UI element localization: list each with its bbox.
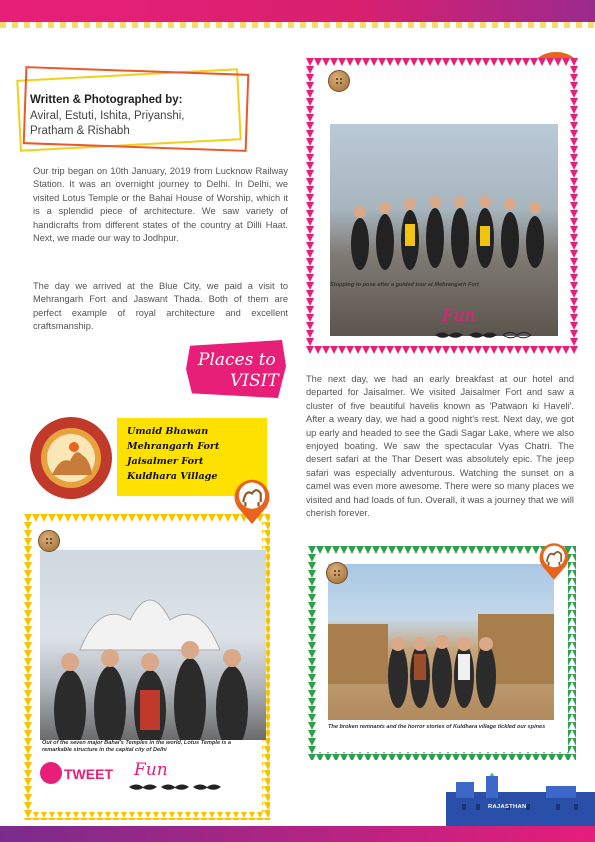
story-paragraph-1: Our trip began on 10th January, 2019 from Lucknow Railway Station. It was an overnight journey to Delhi. In Delhi, we visited Lotus Temple or the Bahai House of Worship, which it is a splendid piece of architecture. We saw variety of handicrafts from different states of the country at Dilli Haat. Next, we made our way to Jodhpur. [33,166,288,244]
photo-mehrangarh [330,124,558,336]
fun-label: Fun [442,306,476,326]
pushpin-icon [38,530,60,552]
camel-map-pin-icon [536,540,572,580]
group-people-illustration [330,124,558,336]
ruins-group-illustration [328,564,554,720]
places-to-visit-banner [186,340,286,398]
mustache-icon [128,782,158,792]
mustache-icon [192,782,222,792]
places-heading-line1: Places to [198,350,276,370]
pushpin-icon [326,562,348,584]
places-heading-line2: VISIT [230,371,279,391]
rajasthan-label: RAJASTHAN [488,804,527,810]
story-paragraph-2: The day we arrived at the Blue City, we paid a visit to Mehrangarh Fort and Jaswant Thada. Both of them are perfect example of royal architecture and excellent craftsmanship. [33,281,288,332]
place-item: Umaid Bhawan [127,426,209,437]
tweet-label: TWEET [64,766,113,782]
mustache-outline-icon [502,330,532,340]
camel-rider-badge-icon [30,417,112,499]
top-pattern-strip [0,22,595,28]
caption-lotus-temple: Out of the seven major Bahai's Temples in the world, Lotus Temple is a remarkable structure in the capital city of Delhi [42,740,231,753]
photo-kuldhara [328,564,554,720]
caption-kuldhara: The broken remnants and the horror stories of Kuldhara village tickled our spines [328,724,546,730]
author-heading: Written & Photographed by: [30,94,183,106]
fun-label: Fun [134,760,168,780]
place-item: Mehrangarh Fort [127,441,220,452]
caption-mehrangarh: Stopping to pose after a guided tour at Mehrangarh Fort [330,282,479,288]
skull-tweet-icon [40,762,62,784]
place-item: Kuldhara Village [127,471,218,482]
rajasthan-skyline-illustration [446,772,595,826]
author-credit-box [18,70,243,148]
camel-map-pin-icon [230,476,274,524]
mustache-icon [160,782,190,792]
top-banner-bar [0,0,595,22]
place-item: Jaisalmer Fort [127,456,204,467]
author-names: Aviral, Estuti, Ishita, Priyanshi, Pratham & Rishabh [30,110,185,137]
lotus-temple-illustration [40,550,266,740]
photo-lotus-temple [40,550,266,740]
bottom-banner-bar [0,826,595,842]
mustache-icon [468,330,498,340]
story-paragraph-3: The next day, we had an early breakfast at our hotel and departed for Jaisalmer. We visited Jaisalmer Fort and saw a cluster of five beautiful havelis known as 'Patwaon ki Haveli'. After a weary day, we had a good night's rest. Next day, we got up early and headed to see the Gadi Sagar Lake, where we also enjoyed boating. We saw the spectacular Vyas Chatri. The desert safari at the Thar Desert was absolutely epic. The jeep safari was especially adventurous. Watching the sunset on a camel was even more awesome. There were so many places we visited and had loads of fun. Overall, it was a journey that we will cherish forever. [306,374,574,519]
pushpin-icon [328,70,350,92]
mustache-icon [434,330,464,340]
photo-card-mehrangarh [306,58,578,354]
